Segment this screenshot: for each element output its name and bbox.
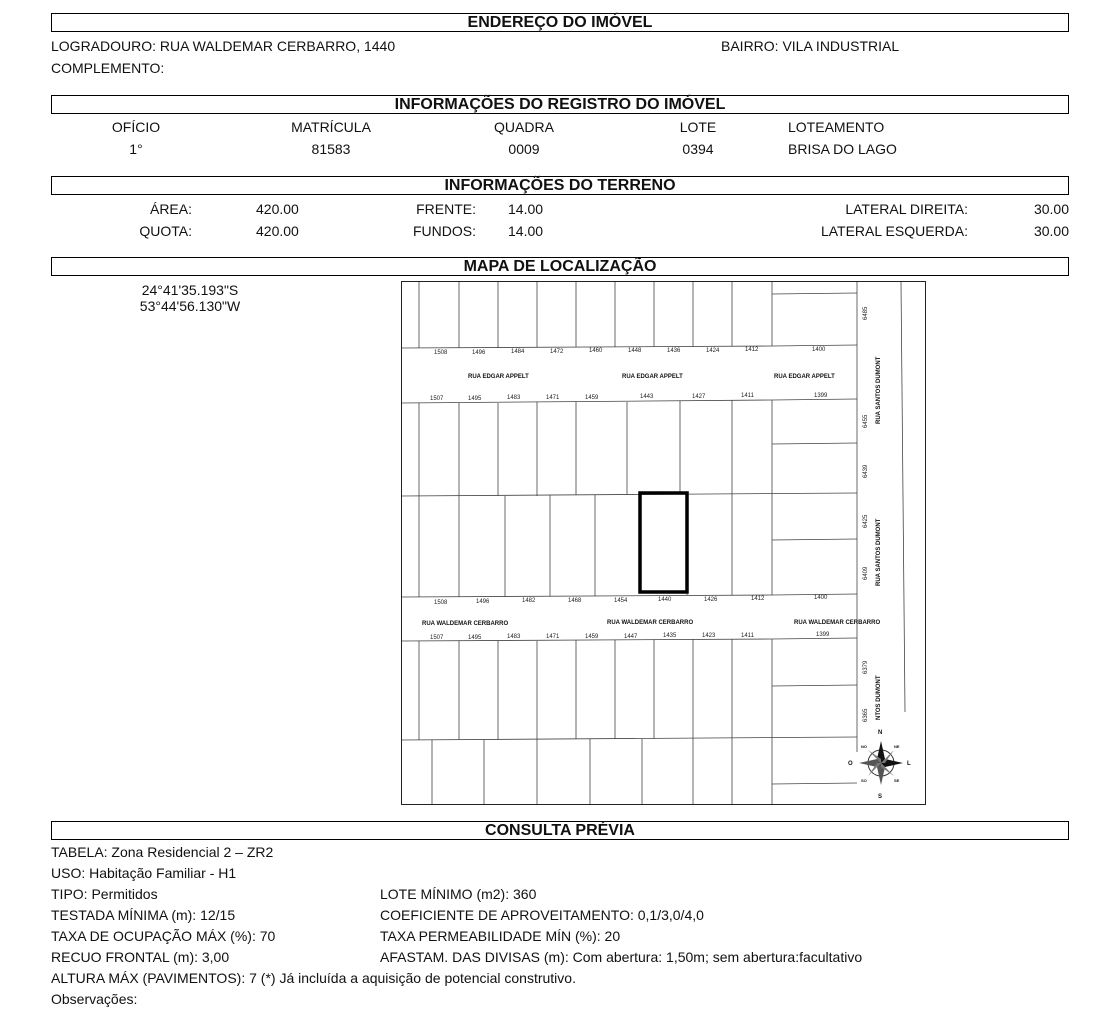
- compass-so: SO: [861, 778, 867, 783]
- area-value: 420.00: [256, 201, 299, 217]
- lot-number: 1471: [546, 634, 560, 640]
- lot-number: 1495: [468, 635, 482, 641]
- highlighted-lot: [640, 493, 687, 592]
- side-lot-number: 6439: [863, 464, 869, 478]
- taxa-ocupacao-text: TAXA DE OCUPAÇÃO MÁX (%): 70: [51, 928, 276, 944]
- street-label-santos-3: NTOS DUMONT: [876, 675, 882, 720]
- lot-number: 1482: [522, 598, 536, 604]
- lot-number: 1411: [741, 393, 754, 399]
- lot-number: 1507: [430, 635, 444, 641]
- compass-l: L: [907, 761, 911, 767]
- lot-number: 1468: [568, 598, 582, 604]
- value-lote: 0394: [682, 141, 714, 157]
- compass-rose-icon: [848, 730, 911, 800]
- compass-o: O: [848, 761, 853, 767]
- lateral-esquerda-label: LATERAL ESQUERDA:: [820, 223, 968, 239]
- recuo-text: RECUO FRONTAL (m): 3,00: [51, 949, 230, 965]
- lot-number: 1460: [589, 348, 603, 354]
- coeficiente-text: COEFICIENTE DE APROVEITAMENTO: 0,1/3,0/4,0: [380, 907, 704, 923]
- latitude-text: 24°41'35.193"S: [141, 282, 239, 298]
- lot-number: 1454: [614, 598, 628, 604]
- logradouro-text: LOGRADOURO: RUA WALDEMAR CERBARRO, 1440: [51, 38, 396, 54]
- longitude-text: 53°44'56.130"W: [139, 298, 241, 314]
- compass-se: SE: [894, 778, 900, 783]
- lot-number: 1483: [507, 634, 521, 640]
- value-matricula: 81583: [311, 141, 351, 157]
- side-lot-number: 6425: [863, 514, 869, 528]
- street-label-santos-1: RUA SANTOS DUMONT: [876, 356, 882, 424]
- lot-number: 1436: [667, 348, 681, 354]
- lot-number: 1459: [585, 634, 599, 640]
- lot-number: 1508: [434, 600, 448, 606]
- afastamento-text: AFASTAM. DAS DIVISAS (m): Com abertura: 1,50m; sem abertura:facultativo: [380, 949, 863, 965]
- section-header-mapa: MAPA DE LOCALIZAÇÃO: [51, 257, 1069, 276]
- lot-number: 1400: [812, 347, 826, 353]
- lot-number: 1471: [546, 395, 560, 401]
- header-lote: LOTE: [679, 119, 717, 135]
- lot-number: 1399: [816, 632, 830, 638]
- location-map: [401, 281, 926, 805]
- side-lot-number: 6455: [863, 414, 869, 428]
- side-lot-number: 6485: [863, 306, 869, 320]
- compass-no: NO: [861, 744, 867, 749]
- complemento-text: COMPLEMENTO:: [51, 60, 165, 76]
- header-quadra: QUADRA: [494, 119, 554, 135]
- lote-minimo-text: LOTE MÍNIMO (m2): 360: [380, 886, 537, 902]
- lot-number: 1496: [476, 599, 490, 605]
- street-label-edgar-2: RUA EDGAR APPELT: [622, 374, 683, 380]
- lot-number: 1496: [472, 350, 486, 356]
- lot-number: 1424: [706, 348, 720, 354]
- uso-text: USO: Habitação Familiar - H1: [51, 865, 237, 881]
- section-header-consulta: CONSULTA PRÉVIA: [51, 821, 1069, 840]
- tabela-text: TABELA: Zona Residencial 2 – ZR2: [51, 844, 274, 860]
- lot-number: 1400: [814, 595, 828, 601]
- value-quadra: 0009: [508, 141, 540, 157]
- lot-number: 1484: [511, 349, 525, 355]
- lot-number: 1440: [658, 597, 672, 603]
- fundos-label: FUNDOS:: [413, 223, 476, 239]
- lot-number: 1495: [468, 396, 482, 402]
- frente-label: FRENTE:: [416, 201, 476, 217]
- lot-number: 1443: [640, 394, 654, 400]
- lot-number: 1411: [741, 633, 754, 639]
- compass-n: N: [878, 730, 883, 736]
- header-matricula: MATRÍCULA: [291, 119, 371, 135]
- street-label-santos-2: RUA SANTOS DUMONT: [876, 518, 882, 586]
- section-header-endereco: ENDEREÇO DO IMÓVEL: [51, 13, 1069, 32]
- lot-number: 1412: [745, 347, 759, 353]
- header-oficio: OFÍCIO: [111, 119, 161, 135]
- lateral-direita-value: 30.00: [1033, 201, 1069, 217]
- compass-s: S: [878, 794, 883, 800]
- lot-number: 1483: [507, 395, 521, 401]
- testada-text: TESTADA MÍNIMA (m): 12/15: [51, 907, 236, 923]
- lot-number: 1507: [430, 396, 444, 402]
- lateral-direita-label: LATERAL DIREITA:: [845, 201, 968, 217]
- value-loteamento: BRISA DO LAGO: [788, 141, 897, 157]
- lateral-esquerda-value: 30.00: [1033, 223, 1069, 239]
- street-label-edgar-3: RUA EDGAR APPELT: [774, 374, 835, 380]
- lot-number: 1472: [550, 349, 564, 355]
- lot-number: 1448: [628, 348, 642, 354]
- altura-text: ALTURA MÁX (PAVIMENTOS): 7 (*) Já incluída a aquisição de potencial construtivo.: [51, 970, 576, 986]
- side-lot-number: 6409: [863, 566, 869, 580]
- observacoes-text: Observações:: [51, 991, 138, 1007]
- lot-number: 1426: [704, 597, 718, 603]
- taxa-permeabilidade-text: TAXA PERMEABILIDADE MÍN (%): 20: [380, 928, 621, 944]
- lot-number: 1435: [663, 633, 677, 639]
- area-label: ÁREA:: [149, 201, 192, 217]
- lot-number: 1427: [692, 394, 706, 400]
- frente-value: 14.00: [508, 201, 544, 217]
- section-header-terreno: INFORMAÇÕES DO TERRENO: [51, 176, 1069, 195]
- lot-number: 1447: [624, 634, 638, 640]
- compass-ne: NE: [894, 744, 900, 749]
- street-label-waldemar-2: RUA WALDEMAR CERBARRO: [607, 620, 694, 626]
- bairro-text: BAIRRO: VILA INDUSTRIAL: [721, 38, 900, 54]
- lot-number: 1412: [751, 596, 765, 602]
- fundos-value: 14.00: [508, 223, 544, 239]
- side-lot-number: 6365: [863, 708, 869, 722]
- value-oficio: 1°: [129, 141, 143, 157]
- lot-number: 1423: [702, 633, 716, 639]
- lot-number: 1399: [814, 393, 828, 399]
- street-label-waldemar-1: RUA WALDEMAR CERBARRO: [422, 621, 509, 627]
- tipo-text: TIPO: Permitidos: [51, 886, 158, 902]
- header-loteamento: LOTEAMENTO: [788, 119, 885, 135]
- quota-value: 420.00: [256, 223, 299, 239]
- street-label-edgar-1: RUA EDGAR APPELT: [468, 374, 529, 380]
- side-lot-number: 6379: [863, 660, 869, 674]
- map-drawing: [402, 282, 925, 804]
- lot-number: 1459: [585, 395, 599, 401]
- section-header-registro: INFORMAÇÕES DO REGISTRO DO IMÓVEL: [51, 95, 1069, 114]
- lot-number: 1508: [434, 350, 448, 356]
- quota-label: QUOTA:: [139, 223, 192, 239]
- street-label-waldemar-3: RUA WALDEMAR CERBARRO: [794, 620, 881, 626]
